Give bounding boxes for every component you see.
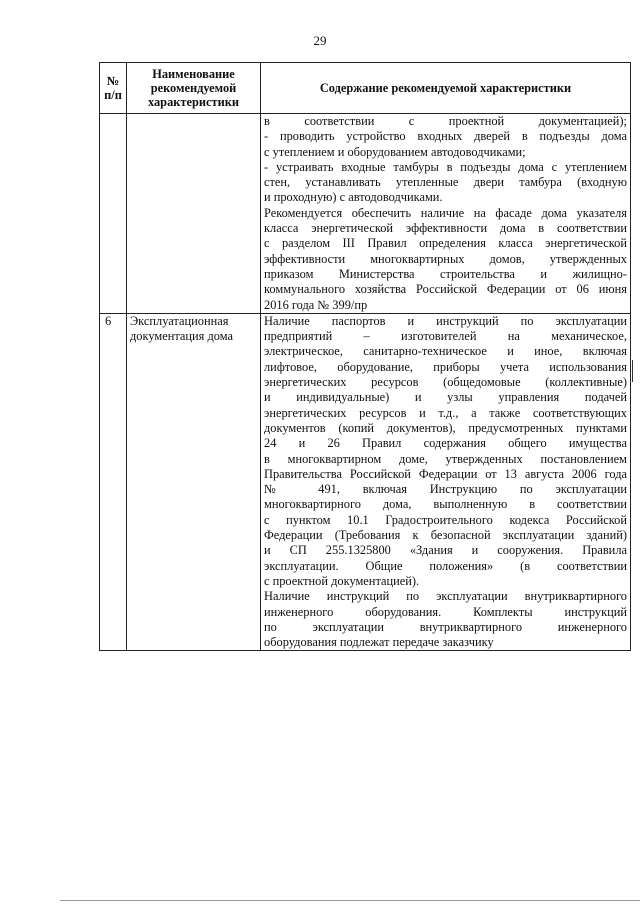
table-row bbox=[100, 313, 631, 651]
row-number bbox=[100, 114, 127, 314]
content-line: эксплуатации. Общие положения» (в соответствии bbox=[264, 558, 627, 573]
header-name: Наименование рекомендуемой характеристики bbox=[127, 63, 261, 114]
content-line: коммунального хозяйства Российской Федерации от 06 июня bbox=[264, 282, 627, 297]
header-num: № п/п bbox=[100, 63, 127, 114]
content-line: энергетических ресурсов (общедомовые (коллективные) bbox=[264, 375, 627, 390]
row-name: Эксплуатационная документация дома bbox=[127, 313, 261, 651]
row-number: 6 bbox=[100, 313, 127, 651]
row-content bbox=[261, 114, 631, 314]
content-line: энергетических ресурсов и т.д., а также соответствующих bbox=[264, 405, 627, 420]
table-row bbox=[100, 114, 631, 314]
table-header-row bbox=[100, 63, 631, 114]
content-line: 2016 года № 399/пр bbox=[264, 297, 368, 312]
content-line: и проходную) с автодоводчиками. bbox=[264, 190, 443, 205]
header-content: Содержание рекомендуемой характеристики bbox=[261, 63, 631, 114]
content-line: в соответствии с проектной документацией); bbox=[264, 114, 627, 128]
content-line: и индивидуальные) и узлы управления подачей bbox=[264, 390, 627, 405]
content-line: Наличие инструкций по эксплуатации внутриквартирного bbox=[264, 589, 627, 604]
content-line: Наличие паспортов и инструкций по эксплуатации bbox=[264, 313, 627, 328]
content-line: - проводить устройство входных дверей в подъезды дома bbox=[264, 129, 627, 144]
content-line: предприятий – изготовителей на механическое, bbox=[264, 329, 627, 344]
content-line: инженерного оборудования. Комплекты инструкций bbox=[264, 604, 627, 619]
content-line: - устраивать входные тамбуры в подъезды дома с утеплением bbox=[264, 159, 627, 174]
content-line: в многоквартирном доме, утвержденных постановлением bbox=[264, 451, 627, 466]
content-line: и СП 255.1325800 «Здания и сооружения. Правила bbox=[264, 543, 627, 558]
scan-edge-mark bbox=[632, 360, 633, 382]
content-line: Правительства Российской Федерации от 13 августа 2006 года bbox=[264, 466, 627, 481]
content-line: с пунктом 10.1 Градостроительного кодекса Российской bbox=[264, 512, 627, 527]
content-line: многоквартирного дома, выполненную в соответствии bbox=[264, 497, 627, 512]
content-line: стен, устанавливать утепленные двери тамбура (входную bbox=[264, 175, 627, 190]
content-line: приказом Министерства строительства и жилищно- bbox=[264, 266, 627, 281]
content-line: Рекомендуется обеспечить наличие на фасаде дома указателя bbox=[264, 205, 627, 220]
content-line: класса энергетической эффективности дома в соответствии bbox=[264, 221, 627, 236]
content-line: с утеплением и оборудованием автодоводчиками; bbox=[264, 144, 526, 159]
content-line: оборудования подлежат передаче заказчику bbox=[264, 635, 494, 650]
content-line: электрическое, санитарно-техническое и иное, включая bbox=[264, 344, 627, 359]
page-number: 29 bbox=[313, 33, 327, 48]
content-line: № 491, включая Инструкцию по эксплуатации bbox=[264, 482, 627, 497]
content-line: с разделом III Правил определения класса энергетической bbox=[264, 236, 627, 251]
content-line: с проектной документацией). bbox=[264, 573, 420, 588]
content-line: по эксплуатации внутриквартирного инженерного bbox=[264, 619, 627, 634]
row-content bbox=[261, 313, 631, 651]
characteristics-table bbox=[99, 62, 631, 651]
content-line: лифтовое, оборудование, приборы учета использования bbox=[264, 359, 627, 374]
content-line: документов (копий документов), предусмотренных пунктами bbox=[264, 420, 627, 435]
row-name bbox=[127, 114, 261, 314]
scan-bottom-edge bbox=[60, 900, 640, 901]
content-line: эффективности многоквартирных домов, утвержденных bbox=[264, 251, 627, 266]
content-line: Федерации (Требования к безопасной эксплуатации зданий) bbox=[264, 528, 627, 543]
content-line: 24 и 26 Правил содержания общего имущества bbox=[264, 436, 627, 451]
